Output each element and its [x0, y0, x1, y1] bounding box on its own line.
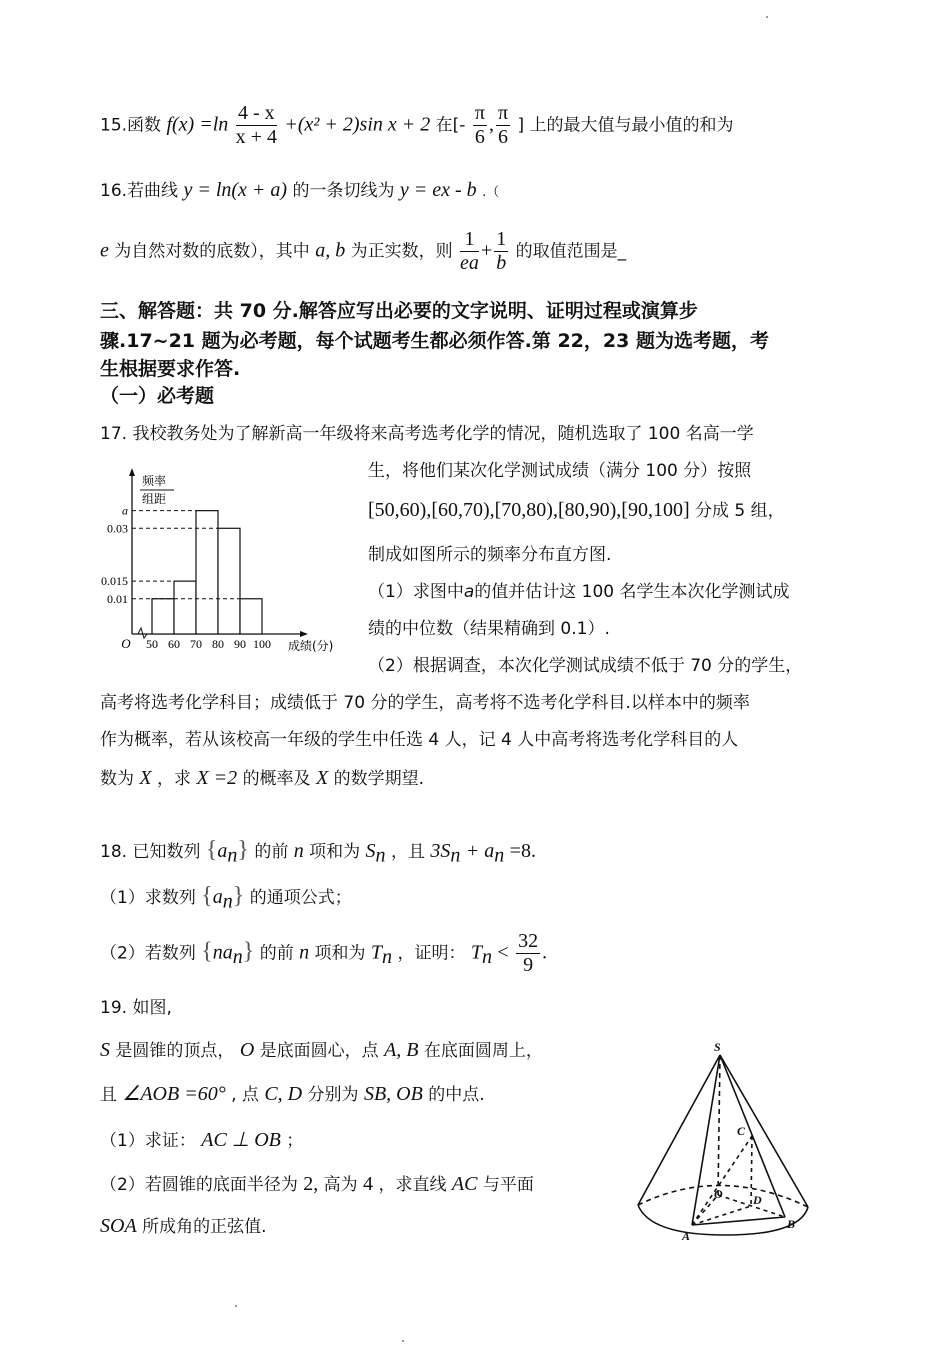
t: （1）求数列: [100, 888, 196, 908]
x-tick-label: 80: [212, 637, 224, 651]
q15-pi-frac-1: [473, 102, 487, 149]
t: 的数学期望.: [333, 769, 424, 789]
var-CD: C, D: [264, 1083, 303, 1105]
pi-num: π: [497, 102, 509, 124]
t: ，证明：: [397, 943, 466, 964]
var-T: T: [370, 941, 383, 964]
brace-close: }: [242, 938, 255, 965]
t: 且: [100, 1085, 117, 1105]
plus: +: [480, 239, 493, 262]
brace-open: {: [205, 837, 218, 863]
q16-prefix: 16.若曲线: [100, 181, 179, 201]
frac-num: 32: [518, 930, 539, 952]
t: ，求: [157, 769, 192, 789]
section3-sub: （一）必考题: [100, 385, 215, 407]
edge-SO: [718, 1055, 720, 1195]
speck: [402, 1340, 404, 1342]
q19-line0: 19. 如图,: [100, 998, 172, 1018]
edge-OB: [718, 1195, 785, 1217]
q17-line4: 制成如图所示的频率分布直方图.: [368, 545, 612, 565]
q16-line1: [100, 178, 499, 202]
pi-num: π: [474, 102, 485, 124]
t: 在底面圆周上，: [423, 1041, 543, 1061]
ylabel-bottom: 组距: [142, 492, 167, 506]
var-S: S: [365, 840, 376, 862]
edge-AB: [692, 1217, 785, 1225]
section3-line3: 生根据要求作答.: [100, 358, 241, 380]
q17-line2: 生，将他们某次化学测试成绩（满分 100 分）按照: [368, 461, 752, 481]
var-O: O: [239, 1039, 255, 1061]
q16-curve: y = ln(x + a): [183, 179, 288, 201]
var-SBOB: SB, OB: [363, 1083, 423, 1105]
frac-num: 1: [460, 228, 479, 252]
t: （1）求证：: [100, 1131, 196, 1151]
var-AB: A, B: [384, 1039, 419, 1061]
comma: ,: [488, 113, 494, 136]
eq: AC ⊥ OB: [201, 1129, 281, 1151]
var-a: a: [212, 886, 223, 908]
edge-AC: [692, 1136, 752, 1225]
q16-line2-end: 的取值范围是_: [515, 241, 627, 262]
y-tick-label: 0.03: [107, 521, 128, 536]
histogram-bar: [174, 581, 196, 634]
t: 的概率及: [242, 769, 311, 789]
q15-line: [100, 102, 734, 149]
q15-prefix: 15.函数: [100, 115, 162, 136]
t: （2）若圆锥的底面半径为: [100, 1175, 298, 1195]
q19-p2-cont: [100, 1214, 266, 1238]
t: 18. 已知数列: [100, 842, 201, 862]
y-tick-label: a: [122, 503, 128, 518]
section3-line2: 骤.17~21 题为必考题，每个试题考生都必须作答.第 22，23 题为选考题，考: [100, 330, 769, 352]
q19-p1: [100, 1128, 303, 1152]
q19-line1: [100, 1038, 543, 1062]
brace-open: {: [201, 883, 213, 909]
q17-p1-c: 绩的中位数（结果精确到 0.1）.: [368, 619, 610, 639]
histogram-bar: [152, 599, 174, 634]
sub-n: n: [494, 844, 505, 867]
t: 所成角的正弦值.: [142, 1217, 267, 1237]
angle: ∠AOB =60°: [122, 1083, 226, 1105]
speck: [235, 1305, 237, 1307]
q17-p2-b: 高考将选考化学科目；成绩低于 70 分的学生，高考将不选考化学科目.以样本中的频率: [100, 693, 750, 713]
q15-suffix: ] 上的最大值与最小值的和为: [517, 115, 734, 136]
edge-CD: [751, 1136, 752, 1206]
t: , 点: [231, 1085, 259, 1105]
q15-in-text: 在[-: [435, 115, 466, 136]
var-AC: AC: [451, 1173, 478, 1195]
var-X-eq: X =2: [196, 767, 238, 789]
eq-part: + a: [465, 840, 495, 862]
t: 高为: [323, 1175, 358, 1195]
t: 是圆锥的顶点，: [115, 1041, 235, 1061]
label-S: S: [714, 1040, 721, 1054]
q18-p1: [100, 882, 352, 913]
q17-p2-d: [100, 766, 424, 790]
var-X: X: [315, 767, 329, 789]
q16-line2: [100, 228, 626, 275]
q17-intervals: [50,60),[60,70),[70,80),[80,90),[90,100]: [368, 499, 690, 521]
t: ，且: [390, 842, 425, 862]
q17-p1-a: （1）求图中: [368, 582, 464, 602]
t: 分别为: [307, 1085, 359, 1105]
x-axis-arrow: [300, 631, 308, 637]
q16-frac2: [494, 228, 508, 275]
var-T: T: [470, 941, 482, 964]
y-axis-arrow: [129, 468, 135, 476]
t: 数为: [100, 769, 134, 789]
q17-p2-a: （2）根据调查，本次化学测试成绩不低于 70 分的学生，: [368, 656, 803, 676]
y-tick-label: 0.015: [101, 574, 128, 589]
q16-ab: a, b: [315, 239, 346, 262]
sub-n: n: [481, 945, 492, 968]
pi-den: 6: [474, 126, 485, 148]
sub-n: n: [450, 844, 461, 867]
sub-n: n: [382, 945, 393, 968]
q18-line1: [100, 836, 536, 867]
histogram-bar: [240, 599, 262, 634]
frac-num: 1: [496, 228, 507, 250]
t: 的前: [259, 943, 294, 964]
t: （2）若数列: [100, 943, 196, 964]
t: ，求直线: [378, 1175, 447, 1195]
eq-part: =8.: [509, 840, 536, 862]
label-A: A: [682, 1229, 691, 1243]
label-O: O: [714, 1187, 723, 1201]
q15-mid-expr: +(x² + 2)sin x + 2: [284, 113, 431, 136]
t: 项和为: [314, 943, 366, 964]
ylabel-top: 频率: [142, 474, 167, 488]
origin-label: O: [121, 636, 131, 651]
height: 4: [363, 1173, 374, 1195]
q16-line2-b: 为正实数，则: [350, 241, 453, 262]
sub-n: n: [227, 844, 238, 867]
label-B: B: [787, 1217, 796, 1231]
q15-fraction: [236, 102, 277, 149]
speck: [766, 16, 768, 18]
brace-open: {: [201, 938, 213, 965]
t: 的中点.: [428, 1085, 485, 1105]
y-tick-label: 0.01: [107, 591, 128, 606]
x-tick-label: 100: [253, 637, 271, 651]
q19-line2: [100, 1082, 485, 1106]
q16-line2-a: 为自然对数的底数），其中: [114, 241, 310, 262]
sub-n: n: [232, 945, 243, 968]
q16-mid: 的一条切线为: [292, 181, 395, 201]
q16-line1-end: .（: [482, 185, 500, 200]
t: 项和为: [309, 842, 361, 862]
var-a: a: [217, 840, 228, 862]
brace-close: }: [237, 837, 249, 863]
lt: <: [497, 941, 509, 964]
label-D: D: [753, 1193, 762, 1207]
q16-frac1: [460, 228, 479, 275]
t: 的通项公式；: [249, 888, 352, 908]
t: .: [542, 941, 548, 964]
x-tick-label: 50: [146, 637, 158, 651]
var-na: na: [212, 941, 233, 964]
frac-den: b: [496, 252, 507, 274]
q17-line1: 17. 我校教务处为了解新高一年级将来高考选考化学的情况，随机选取了 100 名高一学: [100, 424, 754, 444]
radius: 2,: [303, 1173, 319, 1195]
t: 的前: [254, 842, 289, 862]
q16-e: e: [100, 239, 109, 262]
q17-p1: [368, 582, 790, 602]
frac-den: ea: [460, 252, 479, 274]
q17-line3: [368, 498, 785, 522]
histogram-bar: [218, 528, 240, 634]
sub-n: n: [375, 844, 386, 867]
x-tick-label: 90: [234, 637, 246, 651]
t: ；: [286, 1131, 304, 1151]
histogram-bar: [196, 511, 218, 634]
cone-edge-right: [720, 1055, 808, 1207]
q15-pi-frac-2: [496, 102, 510, 149]
q17-line3-end: 分成 5 组，: [695, 501, 785, 521]
x-tick-label: 70: [190, 637, 202, 651]
q15-f-lhs: f(x) =ln: [166, 113, 229, 136]
q15-frac-den: x + 4: [235, 126, 277, 148]
label-C: C: [737, 1124, 746, 1138]
q18-p2: [100, 930, 547, 977]
brace-close: }: [232, 883, 245, 909]
x-tick-label: 60: [168, 637, 180, 651]
q17-p1-var: a: [463, 582, 475, 602]
cone-base-back: [638, 1185, 808, 1207]
frequency-histogram: [98, 466, 360, 660]
frac-den: 9: [523, 954, 534, 976]
cone-figure: [630, 1035, 820, 1245]
section3-line1: 三、解答题：共 70 分.解答应写出必要的文字说明、证明过程或演算步: [100, 300, 698, 322]
eq-part: 3S: [430, 840, 451, 862]
q16-tangent: y = ex - b: [399, 179, 477, 201]
var-S: S: [100, 1039, 110, 1061]
var-X: X: [139, 767, 152, 789]
var-n: n: [293, 840, 304, 862]
q19-p2: [100, 1172, 534, 1196]
var-SOA: SOA: [100, 1215, 137, 1237]
sub-n: n: [222, 890, 233, 913]
q17-p2-c: 作为概率，若从该校高一年级的学生中任选 4 人，记 4 人中高考将选考化学科目的人: [100, 730, 739, 750]
t: 是底面圆心，点: [259, 1041, 379, 1061]
q15-frac-num: 4 - x: [236, 102, 277, 126]
var-n: n: [299, 941, 310, 964]
xlabel: 成绩(分): [288, 639, 334, 653]
q18-fraction: [516, 930, 540, 977]
q17-p1-b: 的值并估计这 100 名学生本次化学测试成: [474, 582, 790, 602]
pi-den: 6: [498, 126, 509, 148]
t: 与平面: [482, 1175, 534, 1195]
